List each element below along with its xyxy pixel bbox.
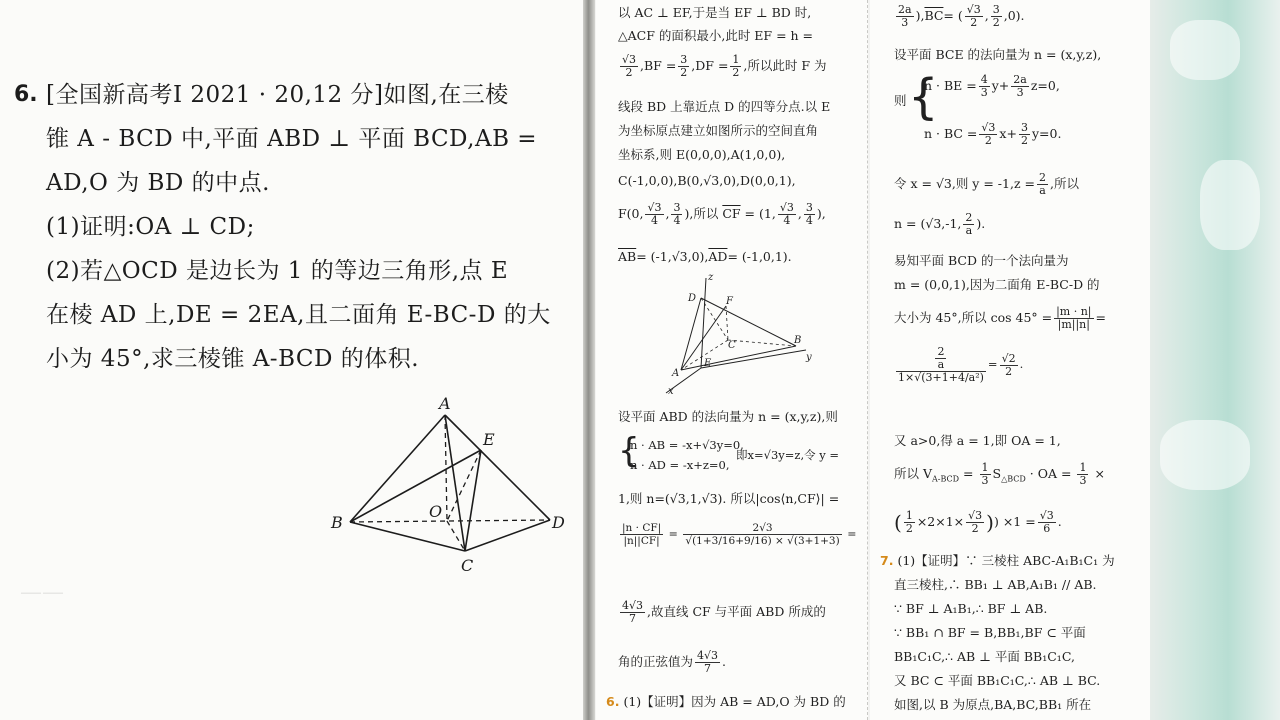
mid-line-13: n · AD = -x+z=0,: [630, 458, 730, 472]
label-O: O: [429, 502, 443, 521]
problem-line-6: 在棱 AD 上,DE = 2EA,且二面角 E-BC-D 的大: [46, 302, 551, 328]
right-line-9: m = (0,0,1),因为二面角 E-BC-D 的: [894, 277, 1100, 292]
mid-line-15: 1,则 n=(√3,1,√3). 所以|cos⟨n,CF⟩| =: [618, 491, 840, 506]
right-line-21: 如图,以 B 为原点,BA,BC,BB₁ 所在: [894, 697, 1092, 712]
mid-line-9: $\overline{AB}= (-1,√3,0),\overline{AD}= (-1,0,1)$.: [618, 249, 792, 264]
right-line-8: 易知平面 BCD 的一个法向量为: [894, 253, 1069, 268]
mid-line-3: $\frac{√3}{2}$ ,BF = $\frac{3}{2}$ ,DF = $\frac{1}{2}$ ,所以此时 F 为: [622, 53, 827, 79]
problem-line-3: AD,O 为 BD 的中点.: [46, 170, 270, 196]
bleed-through-text: ——: [20, 580, 64, 605]
fig2-label-y: y: [806, 352, 812, 363]
solution-column-right: [870, 0, 1150, 720]
right-line-20: 又 BC ⊂ 平面 BB₁C₁C,∴ AB ⊥ BC.: [894, 673, 1101, 688]
problem-line-2: 锥 A - BCD 中,平面 ABD ⊥ 平面 BCD,AB =: [46, 126, 538, 152]
mid-line-19: 6. (1)【证明】因为 AB = AD,O 为 BD 的: [606, 694, 846, 709]
label-B: B: [331, 513, 343, 532]
problem-line-5: (2)若△OCD 是边长为 1 的等边三角形,点 E: [46, 258, 509, 284]
fig2-label-E: E: [704, 358, 712, 369]
right-line-4: n · BE = $\frac{4}{3}$ y+ $\frac{2a}{3}$ z=0,: [924, 73, 1060, 99]
problem-page: [0, 0, 590, 720]
right-line-2: 设平面 BCE 的法向量为 n = (x,y,z),: [894, 47, 1102, 62]
right-line-13: 所以 $V_{A-BCD}$ = $\frac{1}{3}$ $S_{\triangle BCD}$ · OA = $\frac{1}{3}$ ×: [894, 461, 1105, 487]
label-C: C: [461, 556, 474, 575]
fig2-label-B: B: [794, 335, 802, 346]
mid-line-10: 设平面 ABD 的法向量为 n = (x,y,z),则: [618, 409, 838, 424]
coordinate-figure: [646, 268, 826, 398]
mid-line-5: 为坐标原点建立如图所示的空间直角: [618, 123, 819, 138]
right-line-11: $\frac{\frac{2}{a}}{\text{1×√(3+1+4/a²)}}$ = $\frac{√2}{2}$ .: [898, 345, 1024, 384]
mid-line-2: △ACF 的面积最小,此时 EF = h =: [618, 28, 814, 43]
mid-line-11: {: [618, 431, 640, 471]
blurred-edge: [1150, 0, 1280, 720]
right-line-3-bracket: {: [908, 69, 939, 125]
right-line-16: 直三棱柱,∴ BB₁ ⊥ AB,A₁B₁ // AB.: [894, 577, 1097, 592]
problem-line-1: [全国新高考Ⅰ 2021 · 20,12 分]如图,在三棱: [46, 82, 509, 108]
mid-line-18: 角的正弦值为 $\frac{4√3}{7}$ .: [618, 649, 727, 675]
right-line-7: n = (√3,-1, $\frac{2}{a}$ ).: [894, 211, 986, 237]
right-line-10: 大小为 45°,所以 cos 45° = $\frac{|m \cdot n|}{|m||n|}$ =: [894, 305, 1106, 331]
right-line-15: 7. (1)【证明】∵ 三棱柱 ABC-A₁B₁C₁ 为: [880, 553, 1115, 568]
right-line-6: 令 x = √3,则 y = -1,z = $\frac{2}{a}$ ,所以: [894, 171, 1079, 197]
mid-line-8: F(0, $\frac{√3}{4}$ , $\frac{3}{4}$ ),所以 $\overline{CF} = (1$, $\frac{√3}{4}$ , $\frac{3}{4}$ ),: [618, 201, 826, 227]
mid-line-1: 以 AC ⊥ EF,于是当 EF ⊥ BD 时,: [618, 5, 812, 20]
mid-line-14: 即x=√3y=z,令 y =: [736, 448, 840, 462]
fig2-label-F: F: [726, 296, 733, 307]
mid-line-12: n · AB = -x+√3y=0,: [630, 438, 744, 452]
label-E: E: [483, 430, 495, 449]
right-line-19: BB₁C₁C,∴ AB ⊥ 平面 BB₁C₁C,: [894, 649, 1075, 664]
mid-line-17: $\frac{4√3}{7}$ ,故直线 CF 与平面 ABD 所成的: [622, 599, 826, 625]
problem-line-4: (1)证明:OA ⊥ CD;: [46, 214, 255, 240]
problem-number: 6.: [14, 82, 38, 107]
right-line-17: ∵ BF ⊥ A₁B₁,∴ BF ⊥ AB.: [894, 601, 1048, 616]
mid-line-6: 坐标系,则 E(0,0,0),A(1,0,0),: [618, 147, 786, 162]
pyramid-figure: [325, 385, 575, 575]
fig2-label-A: A: [672, 368, 680, 379]
mid-line-4: 线段 BD 上靠近点 D 的四等分点.以 E: [618, 99, 831, 114]
fig2-label-C: C: [728, 340, 736, 351]
right-line-12: 又 a>0,得 a = 1,即 OA = 1,: [894, 433, 1061, 448]
fig2-label-x: x: [668, 386, 674, 397]
right-line-1: $\frac{2a}{3}$ )$,\overline{BC}=$ ( $\frac{√3}{2}$ , $\frac{3}{2}$ ,0).: [898, 3, 1025, 29]
mid-line-7: C(-1,0,0),B(0,√3,0),D(0,0,1),: [618, 173, 796, 188]
fig2-label-D: D: [688, 293, 697, 304]
right-line-3: 则: [894, 93, 907, 108]
fig2-label-z: z: [708, 272, 714, 283]
right-line-18: ∵ BB₁ ∩ BF = B,BB₁,BF ⊂ 平面: [894, 625, 1086, 640]
solution-column-middle: [596, 0, 868, 720]
label-A: A: [439, 394, 451, 413]
label-D: D: [552, 513, 565, 532]
right-line-14: ( $\frac{1}{2}$ ×2×1× $\frac{√3}{2}$ )) ×1 = $\frac{√3}{6}$ .: [894, 509, 1062, 535]
mid-line-16: $\frac{|n \cdot CF|}{|n||CF|}$ = $\frac{2√3}{√(1+3/16+9/16) \times √(3+1+3)}$ =: [622, 522, 857, 547]
right-line-5: n · BC = $\frac{√3}{2}$ x+ $\frac{3}{2}$ y=0.: [924, 121, 1062, 147]
book-spine: [583, 0, 595, 720]
problem-line-7: 小为 45°,求三棱锥 A-BCD 的体积.: [46, 346, 420, 372]
